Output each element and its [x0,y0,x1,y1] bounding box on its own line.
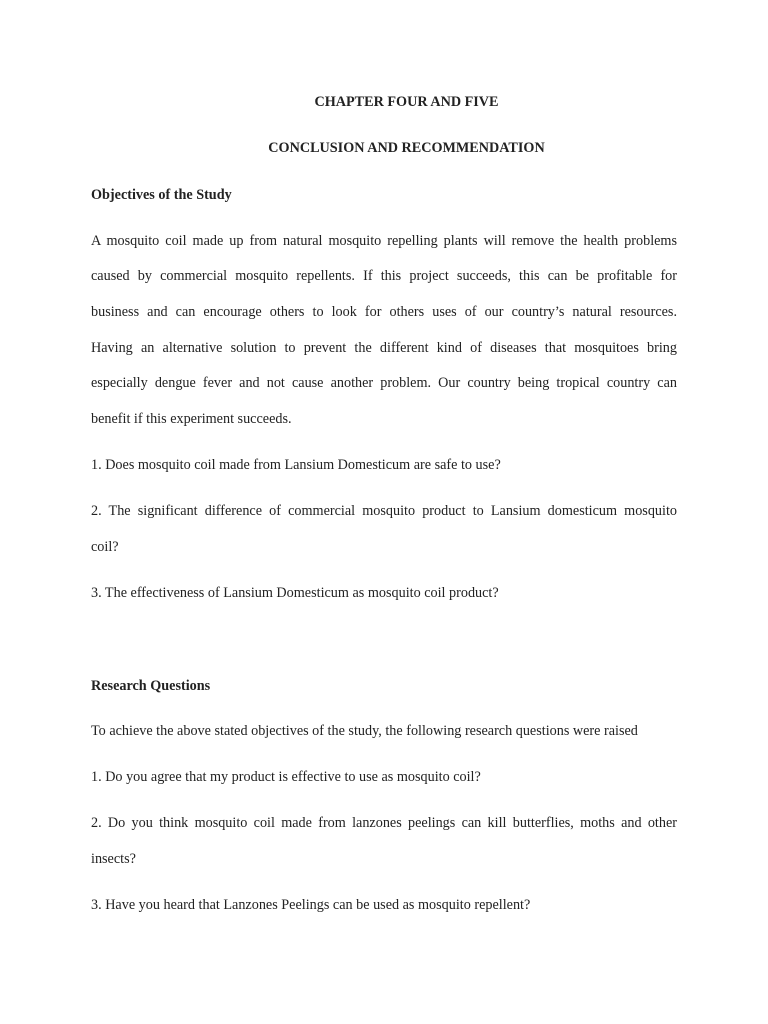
research-questions-heading: Research Questions [91,678,211,694]
research-question-item: 3. Have you heard that Lanzones Peelings can be used as mosquito repellent? [91,897,531,913]
objectives-paragraph-line: A mosquito coil made up from natural mosquito repelling plants will remove the health problems [91,233,677,249]
section-title: CONCLUSION AND RECOMMENDATION [268,140,545,156]
chapter-title: CHAPTER FOUR AND FIVE [314,94,499,110]
research-question-item-continued: insects? [91,851,136,867]
objective-item: 2. The significant difference of commercial mosquito product to Lansium domesticum mosquito [91,503,677,519]
objective-item-continued: coil? [91,539,119,555]
objectives-paragraph-line: business and can encourage others to look for others uses of our country’s natural resources. [91,304,677,320]
objectives-paragraph-line: benefit if this experiment succeeds. [91,411,292,427]
research-question-item: 2. Do you think mosquito coil made from lanzones peelings can kill butterflies, moths and other [91,815,677,831]
objectives-paragraph-line: caused by commercial mosquito repellents. If this project succeeds, this can be profitable for [91,268,677,284]
objectives-heading: Objectives of the Study [91,187,232,203]
research-questions-intro: To achieve the above stated objectives of the study, the following research questions were raised [91,723,638,739]
research-question-item: 1. Do you agree that my product is effective to use as mosquito coil? [91,769,481,785]
objectives-paragraph-line: especially dengue fever and not cause another problem. Our country being tropical country can [91,375,677,391]
objectives-paragraph-line: Having an alternative solution to prevent the different kind of diseases that mosquitoes bring [91,340,677,356]
objective-item: 3. The effectiveness of Lansium Domesticum as mosquito coil product? [91,585,499,601]
objective-item: 1. Does mosquito coil made from Lansium Domesticum are safe to use? [91,457,501,473]
